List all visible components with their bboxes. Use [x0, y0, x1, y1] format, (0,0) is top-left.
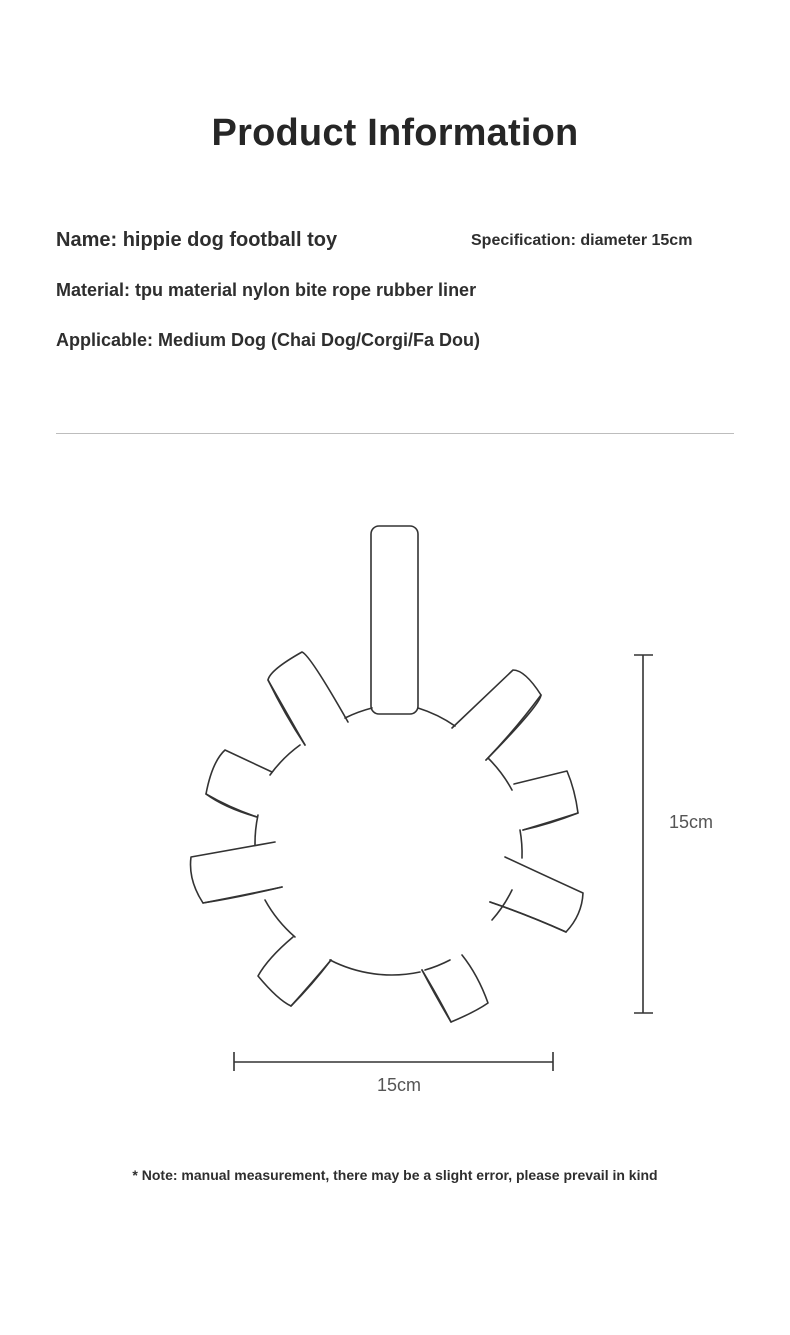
tab-upper-left: [268, 652, 348, 745]
tab-upper-right: [452, 670, 541, 760]
product-specification: Specification: diameter 15cm: [471, 232, 693, 249]
tab-left: [206, 750, 272, 817]
product-name: Name: hippie dog football toy: [56, 229, 338, 251]
ball-outline: [345, 708, 372, 718]
tab-lower-left: [191, 842, 283, 903]
top-rope-handle: [371, 526, 418, 714]
tab-bottom-left: [258, 937, 331, 1006]
product-applicable: Applicable: Medium Dog (Chai Dog/Corgi/Fa Dou): [56, 330, 480, 350]
width-dimension-line: [234, 1052, 553, 1071]
tab-lower-right: [490, 857, 583, 932]
width-dimension-label: 15cm: [377, 1075, 422, 1095]
height-dimension-line: [634, 655, 653, 1013]
height-dimension-label: 15cm: [669, 812, 714, 832]
measurement-note: * Note: manual measurement, there may be a slight error, please prevail in kind: [132, 1167, 658, 1183]
tab-right: [514, 771, 578, 830]
product-material: Material: tpu material nylon bite rope rubber liner: [56, 280, 477, 300]
page-title: Product Information: [211, 112, 579, 154]
